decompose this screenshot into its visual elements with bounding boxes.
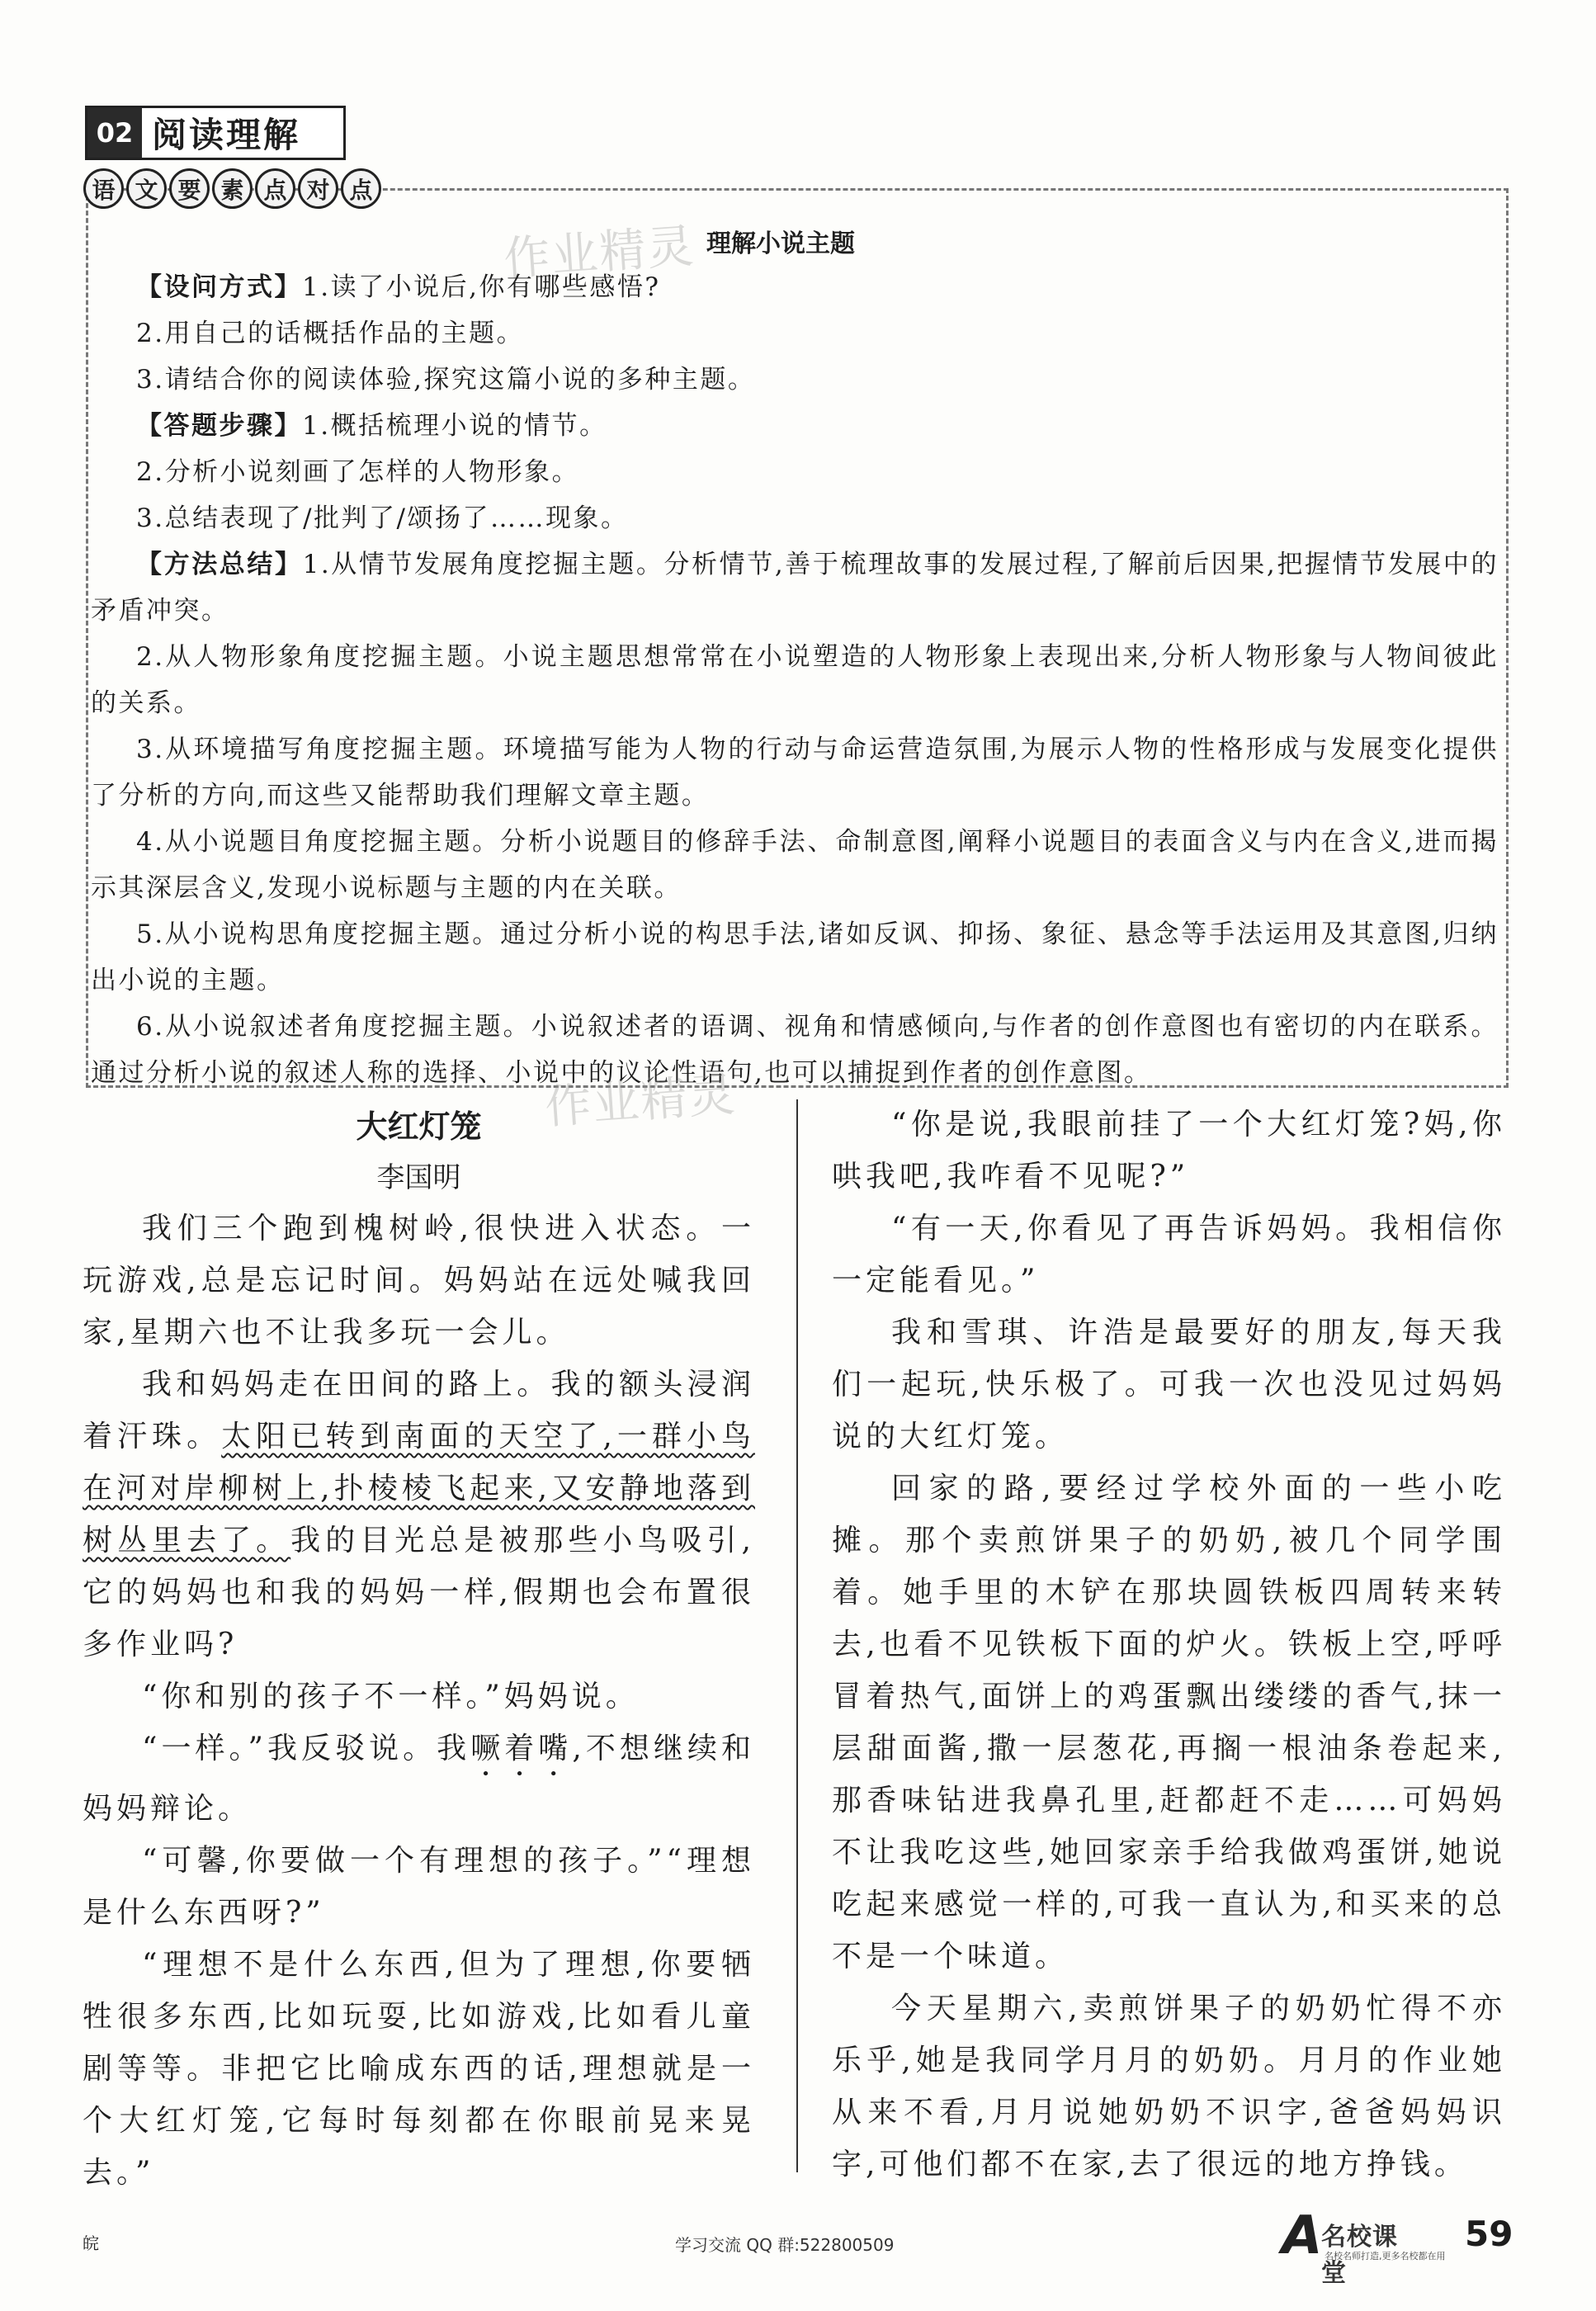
- label-char: 点: [255, 168, 295, 209]
- story-paragraph: “可馨,你要做一个有理想的孩子。”“理想是什么东西呀?”: [83, 1844, 755, 1930]
- underlined-sentence: 太阳已转到南面的天空了,一群小鸟在河对岸柳树上,扑棱棱飞起来,又安静地落到树丛里去了。: [83, 1420, 755, 1557]
- knowledge-line: 3.从环境描写角度挖掘主题。环境描写能为人物的行动与命运营造氛围,为展示人物的性格形成与发展变化提供了分析的方向,而这些又能帮助我们理解文章主题。: [91, 735, 1499, 811]
- knowledge-line: 2.从人物形象角度挖掘主题。小说主题思想常常在小说塑造的人物形象上表现出来,分析人物形象与人物间彼此的关系。: [91, 642, 1499, 718]
- label-char: 素: [212, 168, 253, 209]
- knowledge-line: 4.从小说题目角度挖掘主题。分析小说题目的修辞手法、命制意图,阐释小说题目的表面含义与内在含义,进而揭示其深层含义,发现小说标题与主题的内在关联。: [91, 827, 1499, 903]
- story-paragraph: “理想不是什么东西,但为了理想,你要牺牲很多东西,比如玩耍,比如游戏,比如看儿童剧等等。非把它比喻成东西的话,理想就是一个大红灯笼,它每时每刻都在你眼前晃来晃去。”: [83, 1948, 755, 2190]
- knowledge-body: [91, 264, 1499, 1096]
- label-char: 点: [341, 168, 381, 209]
- label-char: 要: [169, 168, 210, 209]
- section-header: [85, 106, 346, 160]
- region-mark: 皖: [83, 2233, 99, 2253]
- knowledge-line: 5.从小说构思角度挖掘主题。通过分析小说的构思手法,诸如反讽、抑扬、象征、悬念等手法运用及其意图,归纳出小说的主题。: [91, 919, 1499, 995]
- story-paragraph: 我们三个跑到槐树岭,很快进入状态。一玩游戏,总是忘记时间。妈妈站在远处喊我回家,星期六也不让我多玩一会儿。: [83, 1212, 755, 1349]
- story-paragraph: “有一天,你看见了再告诉妈妈。我相信你一定能看见。”: [832, 1212, 1506, 1297]
- column-divider: [796, 1099, 798, 2172]
- watermark: 作业精灵: [543, 1067, 739, 1136]
- knowledge-line: 【答题步骤】1.概括梳理小说的情节。: [136, 411, 607, 441]
- brand-logo: [1282, 2205, 1446, 2288]
- section-title: 阅读理解: [152, 115, 301, 155]
- label-char: 文: [126, 168, 167, 209]
- knowledge-line: 6.从小说叙述者角度挖掘主题。小说叙述者的语调、视角和情感倾向,与作者的创作意图也有密切的内在联系。通过分析小说的叙述人称的选择、小说中的议论性语句,也可以捕捉到作者的创作意图。: [91, 1012, 1499, 1088]
- brand-letter: A: [1282, 2205, 1323, 2266]
- story-title: 大红灯笼: [356, 1108, 482, 1145]
- story-paragraph: 我和妈妈走在田间的路上。我的额头浸润着汗珠。太阳已转到南面的天空了,一群小鸟在河对岸柳树上,扑棱棱飞起来,又安静地落到树丛里去了。我的目光总是被那些小鸟吸引,它的妈妈也和我的妈妈一样,假期也会布置很多作业吗?: [83, 1368, 755, 1661]
- knowledge-line: 【方法总结】1.从情节发展角度挖掘主题。分析情节,善于梳理故事的发展过程,了解前后因果,把握情节发展中的矛盾冲突。: [91, 550, 1499, 626]
- brand-name: 名校课堂: [1321, 2223, 1398, 2288]
- story-paragraph: 今天星期六,卖煎饼果子的奶奶忙得不亦乐乎,她是我同学月月的奶奶。月月的作业她从来不看,月月说她奶奶不识字,爸爸妈妈识字,可他们都不在家,去了很远的地方挣钱。: [832, 1992, 1506, 2181]
- knowledge-title: 理解小说主题: [706, 229, 855, 258]
- knowledge-label: [83, 168, 381, 209]
- story-paragraph: “一样。”我反驳说。我噘着嘴,不想继续和妈妈辩论。: [83, 1732, 755, 1826]
- story-paragraph: 我和雪琪、许浩是最要好的朋友,每天我们一起玩,快乐极了。可我一次也没见过妈妈说的大红灯笼。: [832, 1316, 1506, 1453]
- qq-group: 学习交流 QQ 群:522800509: [675, 2235, 895, 2255]
- watermark: 作业精灵: [502, 219, 697, 287]
- dotted-word: 噘着嘴: [470, 1732, 573, 1765]
- knowledge-line: 【设问方式】1.读了小说后,你有哪些感悟?: [136, 272, 661, 302]
- brand-tagline: 名校名师打造,更多名校都在用: [1324, 2251, 1446, 2261]
- story-paragraph: 回家的路,要经过学校外面的一些小吃摊。那个卖煎饼果子的奶奶,被几个同学围着。她手里的木铲在那块圆铁板四周转来转去,也看不见铁板下面的炉火。铁板上空,呼呼冒着热气,面饼上的鸡蛋飘出缕缕的香气,抹一层甜面酱,撒一层葱花,再搁一根油条卷起来,那香味钻进我鼻孔里,赶都赶不走……可妈妈不让我吃这些,她回家亲手给我做鸡蛋饼,她说吃起来感觉一样的,可我一直认为,和买来的总不是一个味道。: [832, 1472, 1506, 1973]
- story-paragraph: “你是说,我眼前挂了一个大红灯笼?妈,你哄我吧,我咋看不见呢?”: [832, 1108, 1506, 1193]
- label-char: 语: [83, 168, 124, 209]
- knowledge-line: 3.请结合你的阅读体验,探究这篇小说的多种主题。: [136, 365, 756, 395]
- story-paragraph: “你和别的孩子不一样。”妈妈说。: [142, 1680, 640, 1713]
- story-author: 李国明: [376, 1161, 461, 1194]
- label-char: 对: [298, 168, 338, 209]
- knowledge-line: 3.总结表现了/批判了/颂扬了……现象。: [136, 503, 629, 533]
- story-column-right: [832, 1099, 1506, 2190]
- page-number: 59: [1465, 2214, 1513, 2254]
- section-number: 02: [87, 108, 142, 158]
- knowledge-line: 2.分析小说刻画了怎样的人物形象。: [136, 457, 580, 487]
- knowledge-line: 2.用自己的话概括作品的主题。: [136, 319, 525, 348]
- story-column-left: [83, 1203, 755, 2199]
